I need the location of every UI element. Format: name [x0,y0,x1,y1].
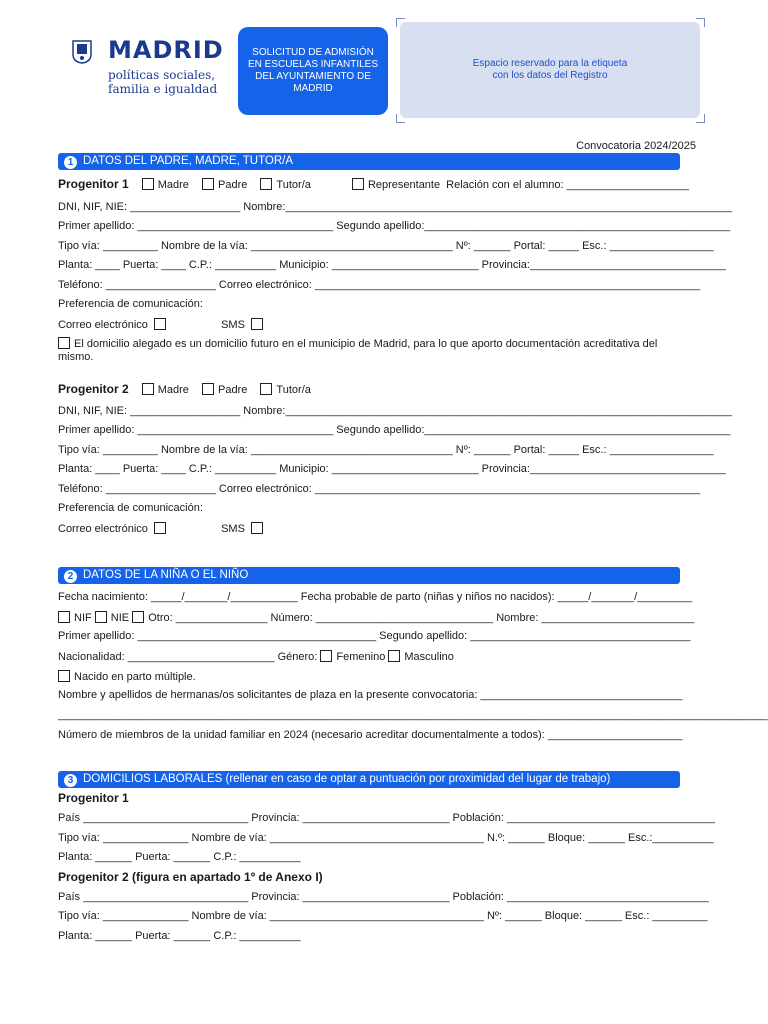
correo-label: Correo electrónico [58,319,148,331]
laboral-via-row-2[interactable]: Tipo vía: ______________ Nombre de vía: ___________________________________ Nº: ______ Bloque: ______ Esc.: _________ [58,910,708,922]
apellidos-nino-row[interactable]: Primer apellido: _______________________________________ Segundo apellido: ____________________________________ [58,630,691,642]
section-number: 3 [64,774,77,787]
preferencia-row-2 [58,522,688,535]
apellidos-row[interactable]: Primer apellido: ________________________________ Segundo apellido:__________________________________________________ [58,220,731,232]
laboral-progenitor1-label: Progenitor 1 [58,791,129,805]
nacionalidad-row [58,650,688,663]
planta-row[interactable]: Planta: ____ Puerta: ____ C.P.: __________ Municipio: ________________________ Provincia:________________________________ [58,259,726,271]
madre-checkbox[interactable] [142,178,154,190]
progenitor2-role-row [58,382,688,396]
nif-label: NIF [74,612,92,624]
laboral-pais-row[interactable]: País ___________________________ Provincia: ________________________ Población: __________________________________ [58,812,715,824]
multiple-label: Nacido en parto múltiple. [74,671,196,683]
madre-label: Madre [157,179,189,191]
multiple-checkbox[interactable] [58,670,70,682]
correo-label: Correo electrónico [58,523,148,535]
domicilio-text: El domicilio alegado es un domicilio futuro en el municipio de Madrid, para lo que aporto documentación acreditativa del [74,338,658,350]
nacionalidad-field[interactable]: Nacionalidad: ________________________ Género: [58,651,318,663]
padre-checkbox[interactable] [202,178,214,190]
representante-label: Representante [367,179,441,191]
madre-label: Madre [157,384,189,396]
preferencia-label: Preferencia de comunicación: [58,298,203,310]
miembros-row[interactable]: Número de miembros de la unidad familiar en 2024 (necesario acreditar documentalmente a todos): ______________________ [58,729,683,741]
planta-row-2[interactable]: Planta: ____ Puerta: ____ C.P.: __________ Municipio: ________________________ Provincia:________________________________ [58,463,726,475]
masculino-label: Masculino [404,651,454,663]
progenitor1-role-row [58,177,688,191]
otro-field[interactable]: Otro: _______________ Número: _____________________________ Nombre: _________________________ [148,612,695,624]
madrid-logo [70,36,224,98]
tutor-checkbox-2[interactable] [260,383,272,395]
sms-label: SMS [221,523,245,535]
preferencia-row [58,318,688,331]
corner-mark [696,114,705,123]
via-row-2[interactable]: Tipo vía: _________ Nombre de la vía: _________________________________ Nº: ______ Portal: _____ Esc.: _________________ [58,444,714,456]
registry-line1: Espacio reservado para la etiqueta [472,58,628,69]
domicilio-checkbox[interactable] [58,337,70,349]
corner-mark [396,18,405,27]
registry-line2: con los datos del Registro [492,70,608,81]
section-number: 1 [64,156,77,169]
telefono-row[interactable]: Teléfono: __________________ Correo electrónico: _______________________________________________________________ [58,279,701,291]
section-number: 2 [64,570,77,583]
via-row[interactable]: Tipo vía: _________ Nombre de la vía: _________________________________ Nº: ______ Portal: _____ Esc.: _________________ [58,240,714,252]
hermanos-row-2[interactable]: ____________________________________________________________________________________________________________________ [58,709,768,721]
nie-label: NIE [110,612,130,624]
logo-subtitle [108,68,217,96]
padre-label: Padre [218,179,248,191]
correo-checkbox-2[interactable] [154,522,166,534]
relacion-field[interactable]: Relación con el alumno: ____________________ [446,179,689,191]
convocatoria: Convocatoria 2024/2025 [576,140,696,152]
tutor-label: Tutor/a [276,384,311,396]
nif-checkbox[interactable] [58,611,70,623]
otro-checkbox[interactable] [132,611,144,623]
multiple-row [58,670,688,683]
laboral-pais-row-2[interactable]: País ___________________________ Provincia: ________________________ Población: _________________________________ [58,891,709,903]
section-1-header [58,153,680,170]
sms-label: SMS [221,319,245,331]
dni-row-2[interactable]: DNI, NIF, NIE: __________________ Nombre:_________________________________________________________________________ [58,405,733,417]
section-title: DATOS DEL PADRE, MADRE, TUTOR/A [83,155,294,167]
fecha-row[interactable]: Fecha nacimiento: _____/_______/___________ Fecha probable de parto (niñas y niños no nacidos): _____/_______/_________ [58,591,693,603]
section-title: DOMICILIOS LABORALES (rellenar en caso de optar a puntuación por proximidad del lugar de trabajo) [83,773,611,785]
correo-checkbox[interactable] [154,318,166,330]
hermanos-row[interactable]: Nombre y apellidos de hermanas/os solicitantes de plaza en la presente convocatoria: _________________________________ [58,689,683,701]
corner-mark [696,18,705,27]
representante-checkbox[interactable] [352,178,364,190]
laboral-via-row[interactable]: Tipo vía: ______________ Nombre de vía: ___________________________________ N.º: ______ Bloque: ______ Esc.:__________ [58,832,714,844]
tutor-label: Tutor/a [276,179,311,191]
corner-mark [396,114,405,123]
preferencia-label-2: Preferencia de comunicación: [58,502,203,514]
documento-row [58,611,695,624]
progenitor1-label: Progenitor 1 [58,177,129,191]
padre-label: Padre [218,384,248,396]
registry-label-area [400,22,700,118]
logo-word: MADRID [108,36,224,64]
logo-sub-line1: políticas sociales, [108,68,216,82]
tutor-checkbox[interactable] [260,178,272,190]
laboral-planta-row-2[interactable]: Planta: ______ Puerta: ______ C.P.: __________ [58,930,301,942]
domicilio-row-2: mismo. [58,351,94,363]
madre-checkbox-2[interactable] [142,383,154,395]
madrid-shield-icon [72,40,92,64]
laboral-progenitor2-label: Progenitor 2 (figura en apartado 1º de Anexo I) [58,870,323,884]
section-2-header [58,567,680,584]
telefono-row-2[interactable]: Teléfono: __________________ Correo electrónico: _______________________________________________________________ [58,483,701,495]
domicilio-row [58,337,688,350]
sms-checkbox-2[interactable] [251,522,263,534]
nie-checkbox[interactable] [95,611,107,623]
apellidos-row-2[interactable]: Primer apellido: ________________________________ Segundo apellido:__________________________________________________ [58,424,731,436]
form-title: SOLICITUD DE ADMISIÓN EN ESCUELAS INFANTILES DEL AYUNTAMIENTO DE MADRID [238,27,388,115]
section-3-header [58,771,680,788]
sms-checkbox[interactable] [251,318,263,330]
logo-sub-line2: familia e igualdad [108,82,218,96]
progenitor2-label: Progenitor 2 [58,382,129,396]
section-title: DATOS DE LA NIÑA O EL NIÑO [83,569,249,581]
dni-row[interactable]: DNI, NIF, NIE: __________________ Nombre:_________________________________________________________________________ [58,201,733,213]
padre-checkbox-2[interactable] [202,383,214,395]
femenino-label: Femenino [336,651,386,663]
femenino-checkbox[interactable] [320,650,332,662]
laboral-planta-row[interactable]: Planta: ______ Puerta: ______ C.P.: __________ [58,851,301,863]
masculino-checkbox[interactable] [388,650,400,662]
